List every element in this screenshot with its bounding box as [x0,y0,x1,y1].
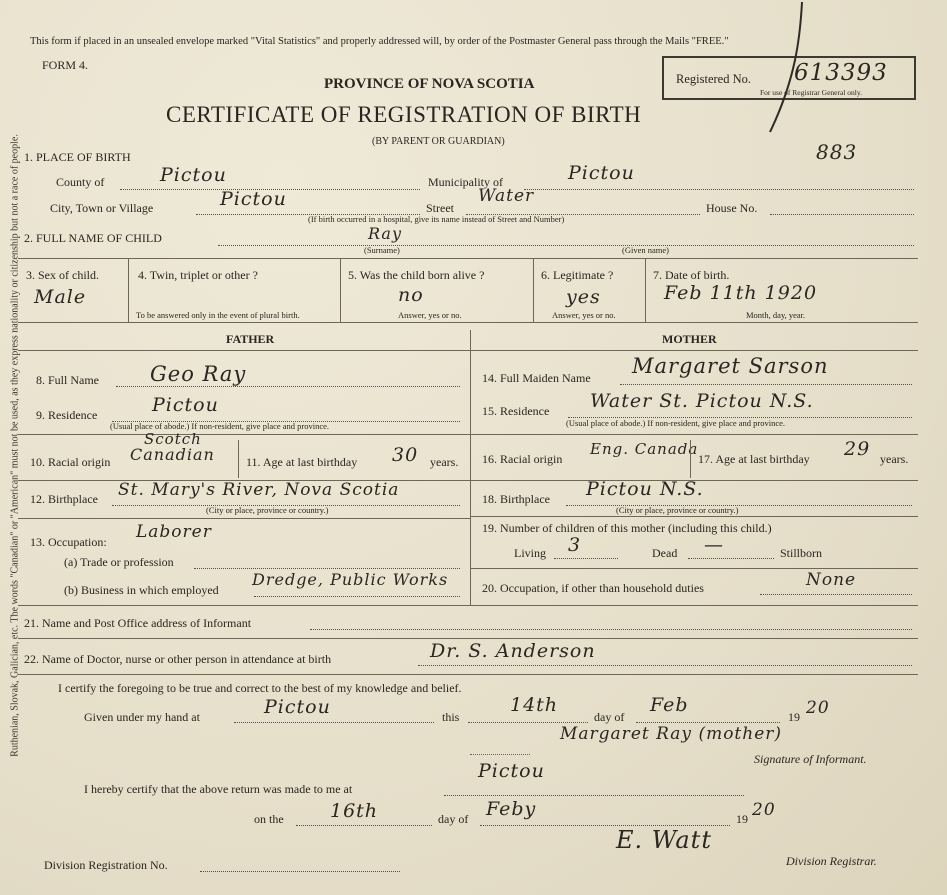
father-birthplace-label: 12. Birthplace [30,492,98,506]
province-title: PROVINCE OF NOVA SCOTIA [324,76,535,92]
stillborn-label: Stillborn [780,546,823,560]
given-place: Pictou [264,696,331,718]
birth-date-note: Month, day, year. [746,310,806,320]
page-title: CERTIFICATE OF REGISTRATION OF BIRTH [166,102,642,127]
day-of-label: day of [594,710,625,724]
birth-date-value: Feb 11th 1920 [664,282,818,304]
alive-note: Answer, yes or no. [398,310,462,320]
father-heading: FATHER [226,332,275,346]
father-racial-value-2: Canadian [130,445,215,464]
division-registration-label: Division Registration No. [44,858,168,872]
informant-year-prefix: 19 [788,710,800,724]
mother-name-value: Margaret Sarson [632,354,829,378]
mother-racial-value: Eng. Canada [590,440,699,458]
county-value: Pictou [160,164,227,186]
pen-stroke [740,0,820,140]
this-label: this [442,710,460,724]
registrar-month: Feby [486,798,537,820]
father-age-value: 30 [392,444,419,466]
mother-residence-value: Water St. Pictou N.S. [590,390,814,412]
informant-year: 20 [806,698,830,718]
living-value: 3 [568,534,582,556]
registrar-day-of-label: day of [438,812,469,826]
mother-heading: MOTHER [662,332,717,346]
informant-day: 14th [510,694,559,716]
informant-month: Feb [650,694,689,716]
legitimate-value: yes [566,286,601,308]
mother-age-label: 17. Age at last birthday [698,452,810,466]
father-residence-label: 9. Residence [36,408,98,422]
mother-residence-label: 15. Residence [482,404,550,418]
legitimate-note: Answer, yes or no. [552,310,616,320]
father-age-label: 11. Age at last birthday [246,455,358,469]
registered-label: Registered No. [676,72,751,86]
alive-value: no [398,284,424,306]
mother-residence-note: (Usual place of abode.) If non-resident, give place and province. [566,418,786,428]
city-label: City, Town or Village [50,201,154,215]
legitimate-label: 6. Legitimate ? [541,268,614,282]
mother-occupation-label: 20. Occupation, if other than household duties [482,581,704,595]
child-name-label: 2. FULL NAME OF CHILD [24,231,162,245]
given-note: (Given name) [622,245,669,255]
doctor-value: Dr. S. Anderson [430,640,596,662]
registrar-day: 16th [330,800,379,822]
informant-label: 21. Name and Post Office address of Informant [24,616,252,630]
dead-value: — [704,534,724,556]
alive-label: 5. Was the child born alive ? [348,268,485,282]
registrar-place: Pictou [478,760,545,782]
mother-birthplace-note: (City or place, province or country.) [616,505,739,515]
surname-note: (Surname) [364,245,400,255]
registrar-certify: I hereby certify that the above return was made to me at [84,782,353,796]
mother-age-value: 29 [844,438,871,460]
registered-number: 613393 [794,60,888,86]
father-name-label: 8. Full Name [36,373,99,387]
birth-date-label: 7. Date of birth. [653,268,730,282]
father-racial-label: 10. Racial origin [30,455,111,469]
registrar-signature: E. Watt [616,826,712,854]
hospital-note: (If birth occurred in a hospital, give its name instead of Street and Number) [308,214,565,224]
father-years: years. [430,455,459,469]
county-label: County of [56,175,105,189]
registrar-note: For use of Registrar General only. [760,88,862,97]
mother-birthplace-value: Pictou N.S. [586,478,704,500]
side-note: Ruthenian, Slovak, Galician, etc. The words "Canadian" or "American" must not be used, as they express nationality or citizenship but not a race of people. [9,134,21,757]
father-residence-value: Pictou [152,394,219,416]
sex-value: Male [34,286,87,308]
father-residence-note: (Usual place of abode.) If non-resident, give place and province. [110,421,330,431]
registrar-year-prefix: 19 [736,812,748,826]
mother-name-label: 14. Full Maiden Name [482,371,591,385]
sex-label: 3. Sex of child. [26,268,99,282]
doctor-label: 22. Name of Doctor, nurse or other person in attendance at birth [24,652,332,666]
mother-racial-label: 16. Racial origin [482,452,563,466]
informant-signature: Margaret Ray (mother) [560,724,783,744]
place-of-birth-label: 1. PLACE OF BIRTH [24,150,131,164]
father-birthplace-value: St. Mary's River, Nova Scotia [118,480,400,500]
given-label: Given under my hand at [84,710,200,724]
father-occupation-value: Laborer [136,522,212,542]
twin-label: 4. Twin, triplet or other ? [138,268,258,282]
dead-label: Dead [652,546,678,560]
father-name-value: Geo Ray [150,362,247,386]
corner-number: 883 [816,140,858,164]
municipality-value: Pictou [568,162,635,184]
house-label: House No. [706,201,758,215]
father-racial-value-1: Scotch [144,430,202,448]
street-label: Street [426,201,454,215]
mother-years: years. [880,452,909,466]
mail-notice: This form if placed in an unsealed envelope marked "Vital Statistics" and properly addressed will, by order of the Postmaster General pass through the Mails "FREE." [30,36,729,47]
trade-label: (a) Trade or profession [64,555,174,569]
living-label: Living [514,546,546,560]
twin-note: To be answered only in the event of plural birth. [136,310,300,320]
on-the-label: on the [254,812,284,826]
informant-signature-label: Signature of Informant. [754,752,867,766]
city-value: Pictou [220,188,287,210]
registrar-year: 20 [752,800,776,820]
father-occupation-label: 13. Occupation: [30,535,107,549]
municipality-label: Municipality of [428,175,503,189]
business-value: Dredge, Public Works [252,570,449,589]
father-birthplace-note: (City or place, province or country.) [206,505,329,515]
children-label: 19. Number of children of this mother (including this child.) [482,521,772,535]
form-number: FORM 4. [42,58,89,72]
division-registrar-label: Division Registrar. [786,854,877,868]
business-label: (b) Business in which employed [64,583,219,597]
subtitle: (BY PARENT OR GUARDIAN) [372,136,505,147]
surname-value: Ray [368,224,402,243]
mother-occupation-value: None [806,570,857,590]
mother-birthplace-label: 18. Birthplace [482,492,550,506]
informant-certify: I certify the foregoing to be true and correct to the best of my knowledge and belief. [58,681,462,695]
street-value: Water [478,186,535,206]
